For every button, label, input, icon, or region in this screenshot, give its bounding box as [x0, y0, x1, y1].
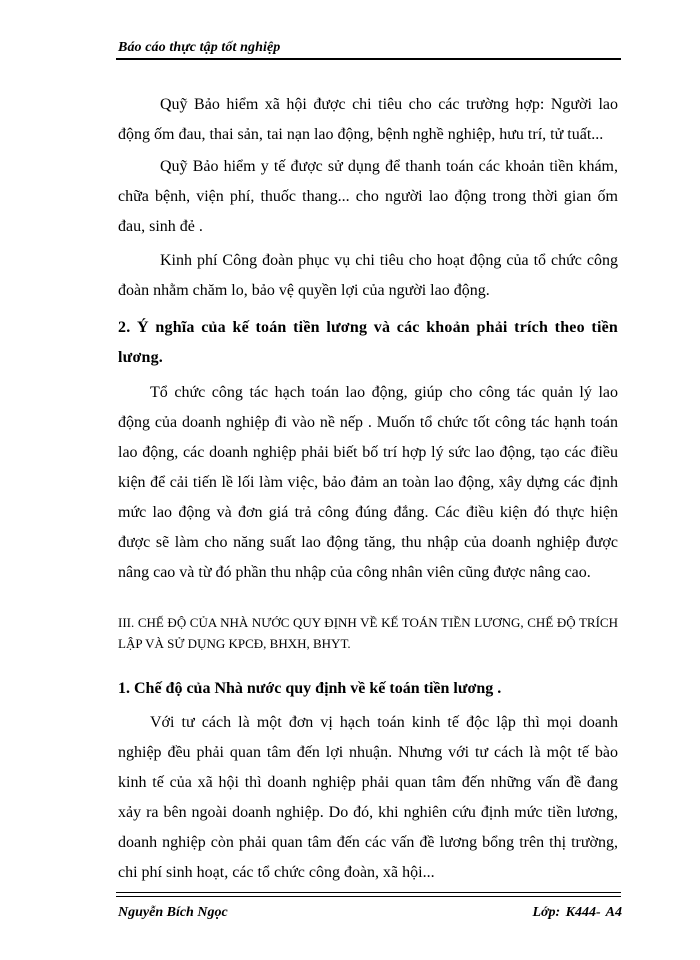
section-iii-title: III. CHẾ ĐỘ CỦA NHÀ NƯỚC QUY ĐỊNH VỀ KẾ TOÁN TIỀN LƯƠNG, CHẾ ĐỘ TRÍCH LẬP VÀ SỬ DỤNG KPCĐ, BHXH, BHYT.: [118, 615, 618, 651]
paragraph-state-regime: Với tư cách là một đơn vị hạch toán kinh tế độc lập thì mọi doanh nghiệp đều phải quan tâm đến lợi nhuận. Nhưng với tư cách là một tế bào kinh tế của xã hội thì doanh nghiệp phải quan tâm đến những vấn đề đang xảy ra bên ngoài doanh nghiệp. Do đó, khi nghiên cứu định mức tiền lương, doanh nghiệp còn phải quan tâm đến các vấn đề lương bổng trên thị trường, chi phí sinh hoạt, các tổ chức công đoàn, xã hội...: [118, 714, 618, 881]
paragraph-social-insurance: Quỹ Bảo hiểm xã hội được chi tiêu cho các trường hợp: Người lao động ốm đau, thai sản, tai nạn lao động, bệnh nghề nghiệp, hưu trí, tử tuất...: [118, 96, 618, 143]
paragraph-union-fund: Kinh phí Công đoàn phục vụ chi tiêu cho hoạt động của tổ chức công đoàn nhằm chăm lo, bảo vệ quyền lợi của người lao động.: [118, 252, 618, 299]
footer-divider-bottom: [116, 896, 621, 897]
page-header-title: Báo cáo thực tập tốt nghiệp: [118, 40, 281, 55]
footer-divider-top: [116, 892, 621, 893]
section-heading-1: 1. Chế độ của Nhà nước quy định về kế toán tiền lương .: [118, 680, 502, 697]
section-heading-2: 2. Ý nghĩa của kế toán tiền lương và các khoản phải trích theo tiền lương.: [118, 319, 618, 366]
footer-class-label: Lớp: K444- A4: [532, 905, 622, 920]
paragraph-health-insurance: Quỹ Bảo hiểm y tế được sử dụng để thanh toán các khoản tiền khám, chữa bệnh, viện phí, thuốc thang... cho người lao động trong thời gian ốm đau, sinh đẻ .: [118, 158, 618, 235]
footer-author: Nguyễn Bích Ngọc: [118, 905, 228, 920]
paragraph-significance: Tổ chức công tác hạch toán lao động, giúp cho công tác quản lý lao động của doanh nghiệp đi vào nề nếp . Muốn tổ chức tốt công tác hạnh toán lao động, các doanh nghiệp phải biết bố trí hợp lý sức lao động, tạo các điều kiện để cải tiến lề lối làm việc, bảo đảm an toàn lao động, xây dựng các định mức lao động và đơn giá trả công đúng đắng. Các điều kiện đó thực hiện được sẽ làm cho năng suất lao động tăng, thu nhập của doanh nghiệp được nâng cao và từ đó phần thu nhập của công nhân viên cũng được nâng cao.: [118, 384, 618, 581]
header-divider: [116, 58, 621, 60]
